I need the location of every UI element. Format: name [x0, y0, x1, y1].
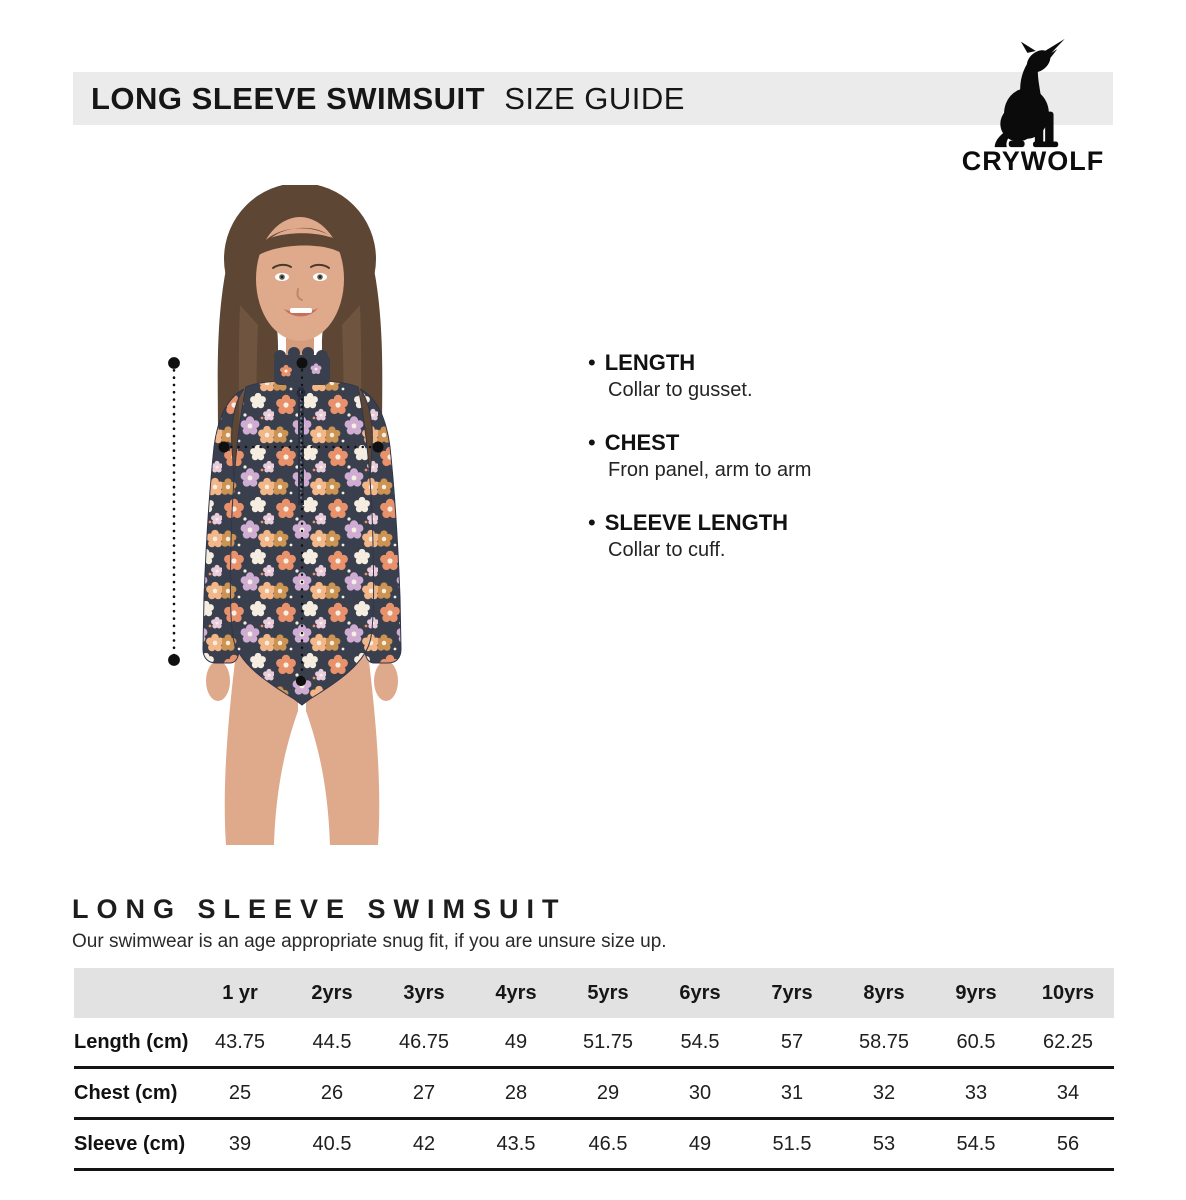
cell: 32: [872, 1081, 896, 1104]
col-header: 2yrs: [286, 968, 378, 1018]
brand-logo: [945, 33, 1121, 183]
measure-item-length: [588, 350, 908, 402]
cell: 39: [228, 1132, 252, 1155]
cell: 25: [228, 1081, 252, 1104]
cell: 53: [872, 1132, 896, 1155]
cell: 40.5: [312, 1132, 352, 1155]
brand-name: CRYWOLF: [961, 146, 1105, 176]
cell: 57: [780, 1030, 804, 1053]
cell: 28: [504, 1081, 528, 1104]
cell: 30: [688, 1081, 712, 1104]
measure-item-sleeve-length: [588, 510, 908, 562]
measure-desc: Collar to gusset.: [608, 379, 753, 401]
model-photo: [160, 185, 560, 845]
size-chart-table: [74, 968, 1114, 1171]
measure-desc: Fron panel, arm to arm: [608, 459, 812, 481]
bullet-icon: •: [588, 510, 596, 535]
page-title: [91, 81, 685, 117]
cell: 42: [412, 1132, 436, 1155]
size-chart-header-row: [74, 968, 1114, 1018]
bullet-icon: •: [588, 430, 596, 455]
col-header: 7yrs: [746, 968, 838, 1018]
col-header: 1 yr: [194, 968, 286, 1018]
col-header: 4yrs: [470, 968, 562, 1018]
cell: 54.5: [956, 1132, 996, 1155]
cell: 31: [780, 1081, 804, 1104]
bullet-icon: •: [588, 350, 596, 375]
table-row-chest: [74, 1068, 1114, 1119]
cell: 60.5: [956, 1030, 996, 1053]
cell: 46.5: [588, 1132, 628, 1155]
row-label: Length (cm): [74, 1030, 189, 1053]
page-title-suffix: SIZE GUIDE: [504, 80, 685, 116]
col-header: 8yrs: [838, 968, 930, 1018]
measure-label: SLEEVE LENGTH: [604, 510, 789, 535]
col-header: 3yrs: [378, 968, 470, 1018]
cell: 56: [1056, 1132, 1080, 1155]
size-section-note: Our swimwear is an age appropriate snug fit, if you are unsure size up.: [72, 931, 667, 952]
side-length-measure-line: [169, 358, 180, 666]
cell: 44.5: [312, 1030, 352, 1053]
measure-label: CHEST: [604, 430, 680, 455]
cell: 62.25: [1042, 1030, 1094, 1053]
wolf-icon: [983, 37, 1083, 149]
cell: 27: [412, 1081, 436, 1104]
col-header: 6yrs: [654, 968, 746, 1018]
col-header: 5yrs: [562, 968, 654, 1018]
col-header: 9yrs: [930, 968, 1022, 1018]
cell: 43.5: [496, 1132, 536, 1155]
row-label: Sleeve (cm): [74, 1132, 186, 1155]
cell: 49: [504, 1030, 528, 1053]
measure-item-chest: [588, 430, 908, 482]
cell: 34: [1056, 1081, 1080, 1104]
cell: 54.5: [680, 1030, 720, 1053]
page-title-product: LONG SLEEVE SWIMSUIT: [91, 80, 486, 116]
col-header: 10yrs: [1022, 968, 1114, 1018]
cell: 58.75: [858, 1030, 910, 1053]
corner-cell: [74, 968, 194, 1018]
cell: 51.75: [582, 1030, 634, 1053]
cell: 33: [964, 1081, 988, 1104]
measure-desc: Collar to cuff.: [608, 539, 726, 561]
cell: 51.5: [772, 1132, 812, 1155]
measure-label: LENGTH: [604, 350, 696, 375]
cell: 43.75: [214, 1030, 266, 1053]
size-section-heading: LONG SLEEVE SWIMSUIT: [72, 894, 567, 924]
row-label: Chest (cm): [74, 1081, 178, 1104]
cell: 49: [688, 1132, 712, 1155]
cell: 26: [320, 1081, 344, 1104]
table-row-sleeve: [74, 1119, 1114, 1170]
table-row-length: [74, 1018, 1114, 1068]
measurement-definitions: [588, 350, 908, 590]
cell: 29: [596, 1081, 620, 1104]
face: [256, 217, 344, 341]
cell: 46.75: [398, 1030, 450, 1053]
